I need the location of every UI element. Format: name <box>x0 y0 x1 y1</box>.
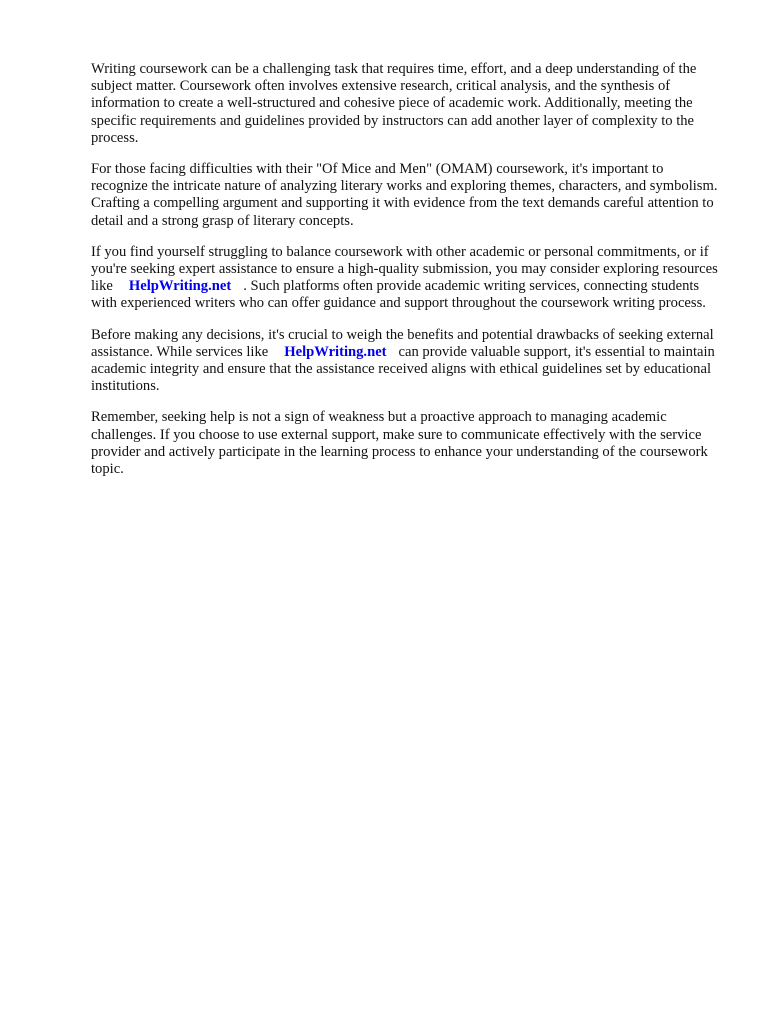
paragraph-resources <box>91 244 723 313</box>
paragraph-decisions-text-before: Before making any decisions, it's crucial to weigh the benefits and potential drawbacks of seeking external assistance. While services like <box>91 326 714 360</box>
paragraph-decisions <box>91 327 723 396</box>
paragraph-resources-text-before: If you find yourself struggling to balance coursework with other academic or personal commitments, or if you're seeking expert assistance to ensure a high-quality submission, you may consider exploring resources like <box>91 243 718 295</box>
paragraph-resources-text-after: . Such platforms often provide academic writing services, connecting students with experienced writers who can offer guidance and support throughout the coursework writing process. <box>91 278 706 312</box>
helpwriting-link-2[interactable]: HelpWriting.net <box>284 343 387 360</box>
paragraph-omam: For those facing difficulties with their "Of Mice and Men" (OMAM) coursework, it's important to recognize the intricate nature of analyzing literary works and exploring themes, characters, and symbolism. Crafting a compelling argument and supporting it with evidence from the text demands careful attention to detail and a strong grasp of literary concepts. <box>91 161 718 229</box>
document-body <box>91 61 723 492</box>
paragraph-intro: Writing coursework can be a challenging task that requires time, effort, and a deep understanding of the subject matter. Coursework often involves extensive research, critical analysis, and the synthesis of information to create a well-structured and cohesive piece of academic work. Additionally, meeting the specific requirements and guidelines provided by instructors can add another layer of complexity to the process. <box>91 61 697 146</box>
paragraph-decisions-text-after: can provide valuable support, it's essential to maintain academic integrity and ensure that the assistance received aligns with ethical guidelines set by educational institutions. <box>91 343 715 395</box>
helpwriting-link[interactable]: HelpWriting.net <box>128 278 232 295</box>
paragraph-remember: Remember, seeking help is not a sign of weakness but a proactive approach to managing academic challenges. If you choose to use external support, make sure to communicate effectively with the service provider and actively participate in the learning process to enhance your understanding of the coursework topic. <box>91 409 708 478</box>
